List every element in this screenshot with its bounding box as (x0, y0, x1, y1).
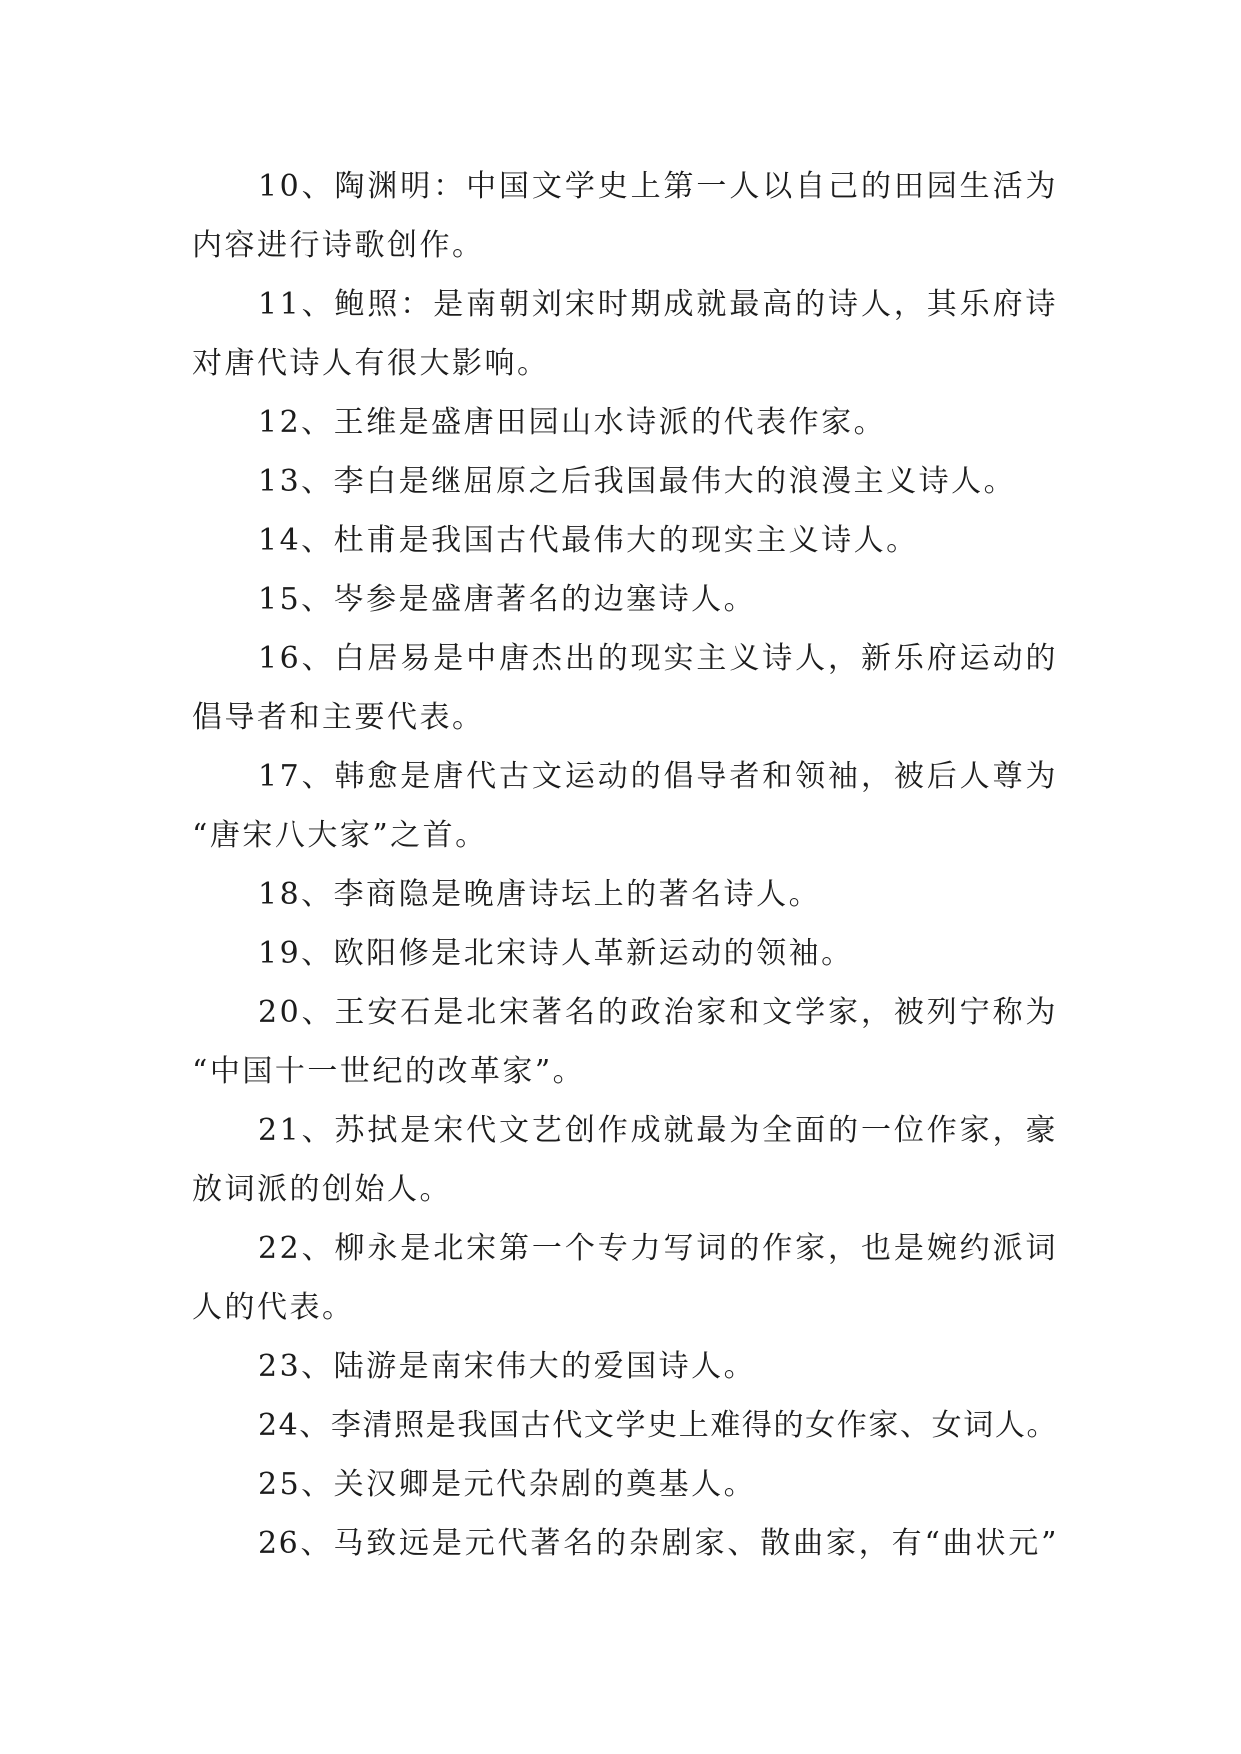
paragraph-item (192, 983, 1058, 1101)
paragraph-item (192, 157, 1058, 275)
text-line: 21、苏拭是宋代文艺创作成就最为全面的一位作家，豪 (258, 1113, 1058, 1148)
text-line: 18、李商隐是晚唐诗坛上的著名诗人。 (258, 877, 822, 912)
paragraph-item (192, 1455, 1058, 1514)
text-line: 16、白居易是中唐杰出的现实主义诗人，新乐府运动的 (258, 641, 1058, 676)
text-line: 23、陆游是南宋伟大的爱国诗人。 (258, 1349, 757, 1384)
text-line: 26、马致远是元代著名的杂剧家、散曲家，有“曲状元” (258, 1526, 1058, 1561)
paragraph-item (192, 1396, 1058, 1455)
paragraph-item (192, 747, 1058, 865)
text-line: 24、李清照是我国古代文学史上难得的女作家、女词人。 (258, 1408, 1058, 1443)
text-line: 倡导者和主要代表。 (192, 700, 485, 735)
paragraph-item (192, 865, 1058, 924)
paragraph-item (192, 1101, 1058, 1219)
paragraph-item (192, 1219, 1058, 1337)
text-line: 对唐代诗人有很大影响。 (192, 346, 550, 381)
text-line: 17、韩愈是唐代古文运动的倡导者和领袖，被后人尊为 (258, 759, 1058, 794)
paragraph-item (192, 393, 1058, 452)
text-line: 11、鲍照：是南朝刘宋时期成就最高的诗人，其乐府诗 (258, 287, 1058, 322)
paragraph-item (192, 629, 1058, 747)
paragraph-item (192, 275, 1058, 393)
paragraph-item (192, 570, 1058, 629)
text-line: 内容进行诗歌创作。 (192, 228, 485, 263)
paragraph-item (192, 1514, 1058, 1573)
text-line: 13、李白是继屈原之后我国最伟大的浪漫主义诗人。 (258, 464, 1017, 499)
text-line: 25、关汉卿是元代杂剧的奠基人。 (258, 1467, 757, 1502)
document-body (192, 157, 1058, 1573)
text-line: 19、欧阳修是北宋诗人革新运动的领袖。 (258, 936, 854, 971)
paragraph-item (192, 511, 1058, 570)
paragraph-item (192, 924, 1058, 983)
text-line: “中国十一世纪的改革家”。 (192, 1054, 586, 1089)
paragraph-item (192, 1337, 1058, 1396)
text-line: 放词派的创始人。 (192, 1172, 452, 1207)
text-line: 22、柳永是北宋第一个专力写词的作家，也是婉约派词 (258, 1231, 1058, 1266)
text-line: 15、岑参是盛唐著名的边塞诗人。 (258, 582, 757, 617)
text-line: 12、王维是盛唐田园山水诗派的代表作家。 (258, 405, 887, 440)
text-line: 20、王安石是北宋著名的政治家和文学家，被列宁称为 (258, 995, 1058, 1030)
text-line: 10、陶渊明：中国文学史上第一人以自己的田园生活为 (258, 169, 1058, 204)
paragraph-item (192, 452, 1058, 511)
text-line: “唐宋八大家”之首。 (192, 818, 488, 853)
text-line: 14、杜甫是我国古代最伟大的现实主义诗人。 (258, 523, 919, 558)
text-line: 人的代表。 (192, 1290, 355, 1325)
